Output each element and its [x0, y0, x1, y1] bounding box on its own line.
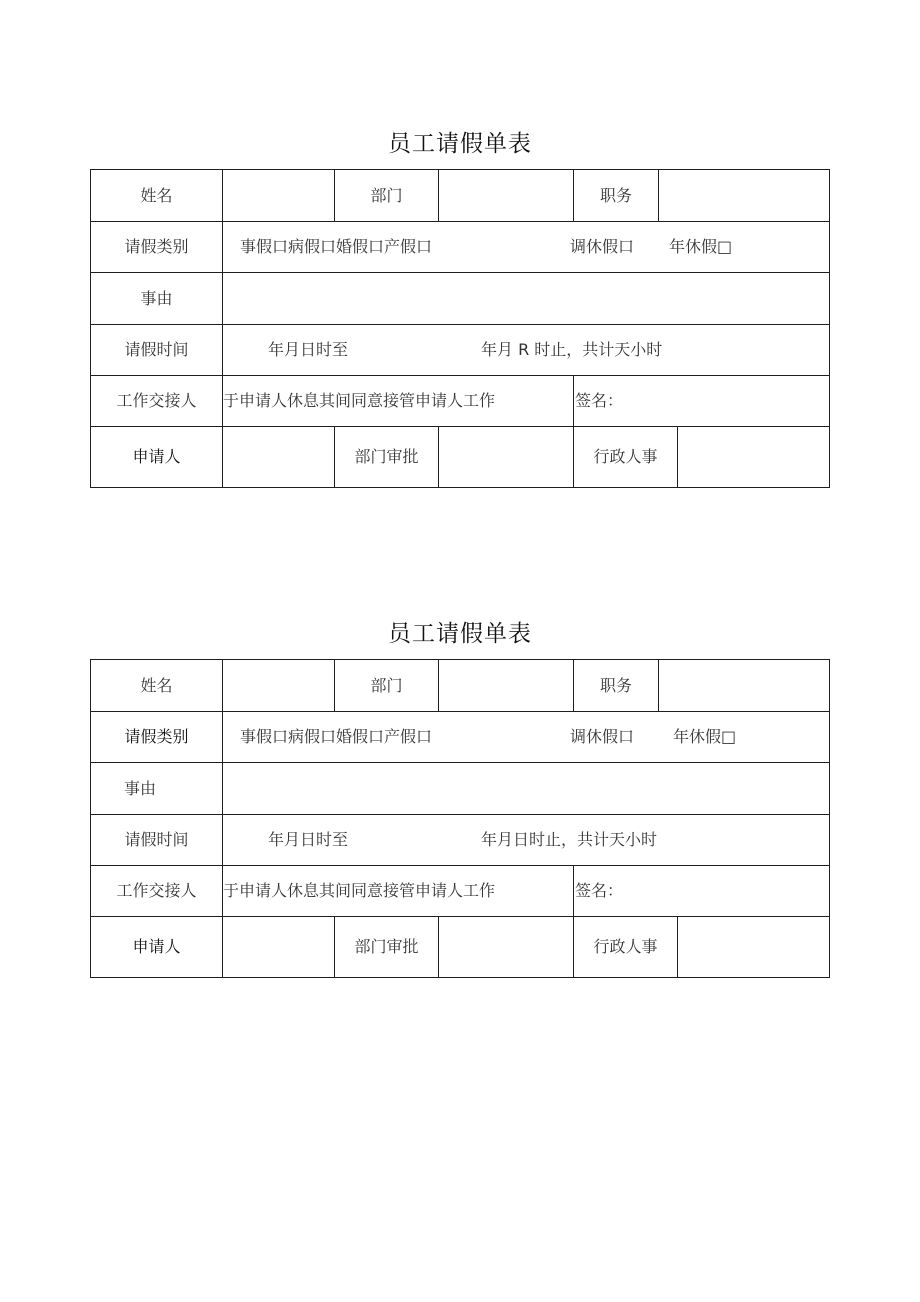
- time-from-text: 年月日时至: [268, 340, 349, 359]
- leave-type-label: 请假类别: [90, 221, 223, 273]
- hr-admin-field[interactable]: [677, 426, 830, 488]
- dept-approval-field[interactable]: [438, 916, 574, 978]
- form-title: 员工请假单表: [388, 621, 532, 647]
- reason-field[interactable]: [222, 762, 830, 815]
- applicant-field[interactable]: [222, 426, 335, 488]
- name-label: 姓名: [90, 169, 223, 222]
- position-label: 职务: [573, 169, 659, 222]
- leave-type-options: [222, 711, 830, 763]
- department-label: 部门: [334, 169, 439, 222]
- reason-field[interactable]: [222, 272, 830, 325]
- leave-type-adjust[interactable]: 调休假口: [570, 237, 635, 256]
- name-field[interactable]: [222, 169, 335, 222]
- time-to-text: 年月日时止，共计天小时: [481, 830, 658, 849]
- dept-approval-label: 部门审批: [334, 426, 439, 488]
- reason-label: 事由: [90, 272, 223, 325]
- leave-time-label: 请假时间: [90, 324, 223, 376]
- handover-statement: [222, 375, 574, 427]
- hr-admin-label: 行政人事: [573, 426, 678, 488]
- name-field[interactable]: [222, 659, 335, 712]
- signature-field[interactable]: [573, 865, 830, 917]
- leave-type-adjust[interactable]: 调休假口: [570, 727, 635, 746]
- leave-time-field[interactable]: [222, 814, 830, 866]
- leave-type-label: 请假类别: [90, 711, 223, 763]
- position-field[interactable]: [658, 169, 830, 222]
- leave-time-field[interactable]: [222, 324, 830, 376]
- department-label: 部门: [334, 659, 439, 712]
- time-from-text: 年月日时至: [268, 830, 349, 849]
- signature-label: 签名：: [575, 881, 624, 900]
- reason-cell: [90, 762, 223, 815]
- position-label: 职务: [573, 659, 659, 712]
- position-field[interactable]: [658, 659, 830, 712]
- reason-label: 事由: [124, 778, 157, 798]
- signature-label: 签名：: [575, 391, 624, 410]
- applicant-label: 申请人: [90, 426, 223, 488]
- dept-approval-field[interactable]: [438, 426, 574, 488]
- leave-type-annual[interactable]: 年休假□: [673, 727, 737, 746]
- leave-type-group[interactable]: 事假口病假口婚假口产假口: [240, 237, 433, 256]
- name-label: 姓名: [90, 659, 223, 712]
- department-field[interactable]: [438, 659, 574, 712]
- dept-approval-label: 部门审批: [334, 916, 439, 978]
- applicant-label: 申请人: [90, 916, 223, 978]
- handover-statement: [222, 865, 574, 917]
- handover-text: 于申请人休息其间同意接管申请人工作: [223, 881, 496, 900]
- leave-type-annual[interactable]: 年休假□: [669, 237, 733, 256]
- hr-admin-label: 行政人事: [573, 916, 678, 978]
- handover-label: 工作交接人: [90, 375, 223, 427]
- handover-label: 工作交接人: [90, 865, 223, 917]
- handover-text: 于申请人休息其间同意接管申请人工作: [223, 391, 496, 410]
- leave-type-options: [222, 221, 830, 273]
- leave-time-label: 请假时间: [90, 814, 223, 866]
- form-title: 员工请假单表: [388, 131, 532, 157]
- applicant-field[interactable]: [222, 916, 335, 978]
- signature-field[interactable]: [573, 375, 830, 427]
- hr-admin-field[interactable]: [677, 916, 830, 978]
- leave-type-group[interactable]: 事假口病假口婚假口产假口: [240, 727, 433, 746]
- time-to-text: 年月 R 时止，共计天小时: [481, 340, 663, 359]
- department-field[interactable]: [438, 169, 574, 222]
